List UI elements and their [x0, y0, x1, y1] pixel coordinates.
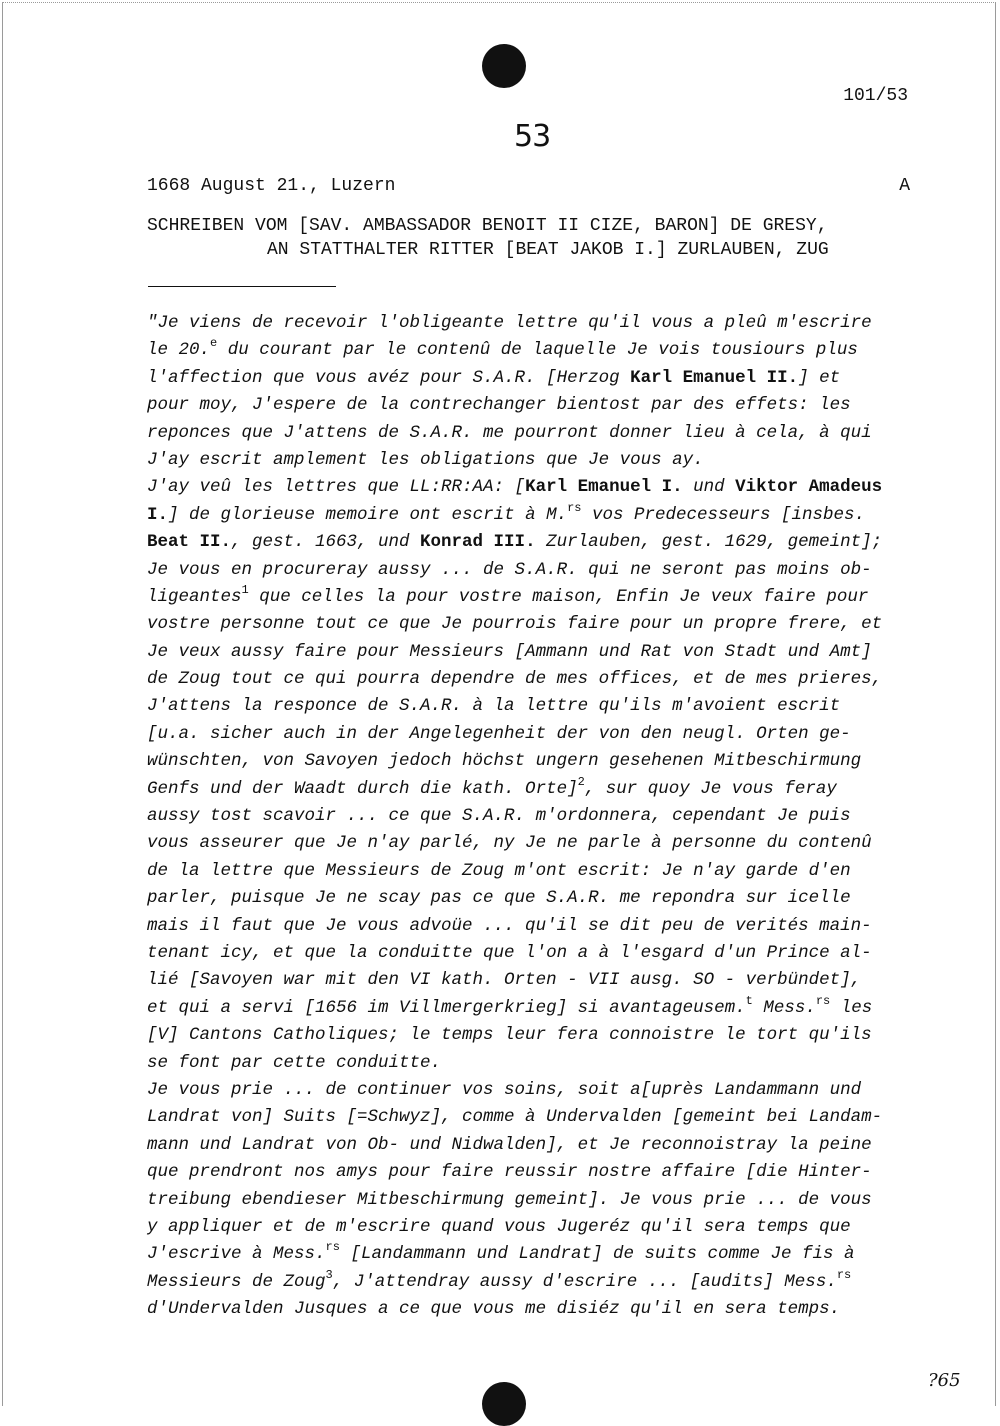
body-line: Je vous prie ... de continuer vos soins, soit a[uprès Landammann und: [147, 1079, 862, 1100]
body-line: aussy tost scavoir ... ce que S.A.R. m'ordonnera, cependant Je puis: [147, 806, 851, 827]
body-line: J'escrive à Mess.$^{rs}$ [Landammann und Landrat] de suits comme Je fis à: [147, 1240, 855, 1265]
superscript: 2: [577, 774, 585, 789]
body-line: d'Undervalden Jusques a ce que vous me disiéz qu'il en sera temps.: [147, 1299, 841, 1320]
date-place-line: [147, 176, 910, 196]
document-letter: A: [899, 176, 910, 196]
body-line: I.] de glorieuse memoire ont escrit à M.$^{rs}$ vos Predecesseurs [insbes.: [147, 500, 866, 525]
body-line: parler, puisque Je ne scay pas ce que S.A.R. me repondra sur icelle: [147, 888, 851, 909]
punch-hole-top: [482, 44, 526, 88]
superscript: rs: [815, 993, 831, 1008]
superscript: rs: [567, 500, 582, 515]
body-line: ligeantes$^1$ que celles la pour vostre maison, Enfin Je veux faire pour: [147, 582, 869, 607]
body-line: wünschten, von Savoyen jedoch höchst ungern gesehenen Mitbeschirmung: [147, 751, 862, 772]
body-line: [V] Cantons Catholiques; le temps leur fera connoistre le tort qu'ils: [147, 1025, 872, 1046]
body-line: J'attens la responce de S.A.R. à la lettre qu'ils m'avoient escrit: [147, 696, 841, 717]
archive-number: 101/53: [843, 86, 908, 106]
bold-name: Beat II.: [147, 532, 232, 553]
body-line: vous asseurer que Je n'ay parlé, ny Je ne parle à personne du contenû: [147, 833, 872, 854]
superscript: rs: [325, 1240, 340, 1255]
body-line: y appliquer et de m'escrire quand vous Jugeréz qu'il sera temps que: [147, 1216, 851, 1237]
superscript: 3: [325, 1267, 333, 1282]
letter-body: [147, 310, 917, 1323]
superscript: e: [210, 336, 218, 351]
bold-name: Karl Emanuel I.: [525, 477, 683, 498]
body-line: pour moy, J'espere de la contrechanger bientost par des effets: les: [147, 395, 851, 416]
body-line: de Zoug tout ce qui pourra dependre de mes offices, et de mes prieres,: [147, 669, 883, 690]
body-line: mann und Landrat von Ob- und Nidwalden], et Je reconnoistray la peine: [147, 1134, 872, 1155]
bold-name: I.: [147, 504, 169, 525]
body-line: J'ay veû les lettres que LL:RR:AA: [Karl Emanuel I. und Viktor Amadeus: [147, 477, 883, 498]
body-line: que prendront nos amys pour faire reussir nostre affaire [die Hinter-: [147, 1162, 872, 1183]
superscript: rs: [836, 1267, 852, 1282]
body-line: Je veux aussy faire pour Messieurs [Ammann und Rat von Stadt und Amt]: [147, 641, 872, 662]
title-line-1: SCHREIBEN VOM [SAV. AMBASSADOR BENOIT II CIZE, BARON] DE GRESY,: [147, 216, 828, 236]
body-line: de la lettre que Messieurs de Zoug m'ont escrit: Je n'ay garde d'en: [147, 860, 851, 881]
body-line: mais il faut que Je vous advoüe ... qu'il se dit peu de verités main-: [147, 915, 872, 936]
body-line: treibung ebendieser Mitbeschirmung gemeint]. Je vous prie ... de vous: [147, 1189, 872, 1210]
title-rule: [148, 286, 336, 287]
body-line: [u.a. sicher auch in der Angelegenheit der von den neugl. Orten ge-: [147, 723, 851, 744]
body-line: lié [Savoyen war mit den VI kath. Orten - VII ausg. SO - verbündet],: [147, 970, 862, 991]
bold-name: Viktor Amadeus: [735, 477, 883, 498]
body-line: Je vous en procureray aussy ... de S.A.R. qui ne seront pas moins ob-: [147, 559, 872, 580]
body-line: et qui a servi [1656 im Villmergerkrieg] si avantageusem.$^t$ Mess.$^{rs}$ les: [147, 993, 873, 1018]
document-title: [147, 214, 917, 262]
body-line: tenant icy, et que la conduitte que l'on a à l'esgard d'un Prince al-: [147, 942, 872, 963]
body-line: J'ay escrit amplement les obligations que Je vous ay.: [147, 449, 704, 470]
body-line: se font par cette conduitte.: [147, 1052, 442, 1073]
margin-mark: ?65: [928, 1370, 961, 1391]
body-line: le 20.$^e$ du courant par le contenû de laquelle Je vois tousiours plus: [147, 336, 858, 361]
superscript: t: [745, 993, 753, 1008]
body-line: Beat II., gest. 1663, und Konrad III. Zurlauben, gest. 1629, gemeint];: [147, 532, 883, 553]
superscript: 1: [241, 582, 249, 597]
body-line: Messieurs de Zoug$^3$, J'attendray aussy d'escrire ... [audits] Mess.$^{rs}$: [147, 1267, 852, 1292]
date-place: 1668 August 21., Luzern: [147, 176, 396, 196]
body-line: "Je viens de recevoir l'obligeante lettre qu'il vous a pleû m'escrire: [147, 313, 872, 333]
punch-hole-bottom: [482, 1382, 526, 1426]
page-number: 53: [514, 119, 551, 154]
body-line: l'affection que vous avéz pour S.A.R. [Herzog Karl Emanuel II.] et: [147, 367, 841, 388]
body-line: Genfs und der Waadt durch die kath. Orte]$^2$, sur quoy Je vous feray: [147, 774, 837, 799]
bold-name: Konrad III.: [420, 532, 536, 553]
body-line: vostre personne tout ce que Je pourrois faire pour un propre frere, et: [147, 614, 883, 635]
body-line: reponces que J'attens de S.A.R. me pourront donner lieu à cela, à qui: [147, 422, 872, 443]
bold-name: Karl Emanuel II.: [630, 367, 799, 388]
title-line-2: AN STATTHALTER RITTER [BEAT JAKOB I.] ZURLAUBEN, ZUG: [267, 240, 829, 260]
body-line: Landrat von] Suits [=Schwyz], comme à Undervalden [gemeint bei Landam-: [147, 1107, 883, 1128]
